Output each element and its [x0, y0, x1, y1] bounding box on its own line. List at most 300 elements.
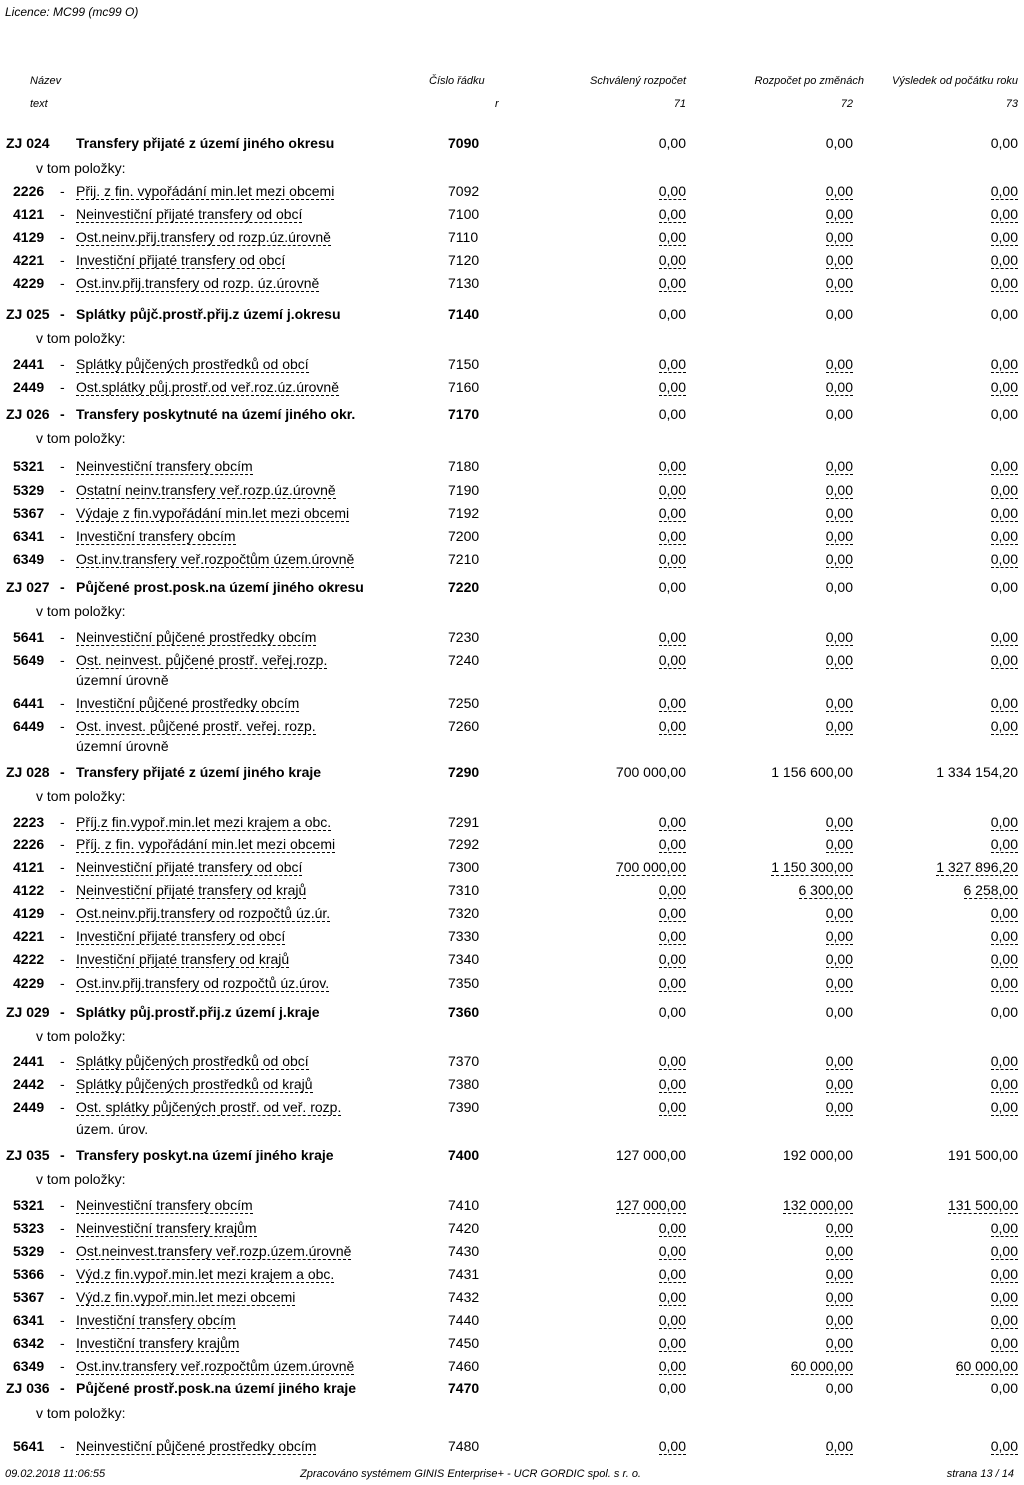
- row-name: Výdaje z fin.vypořádání min.let mezi obcemi: [76, 505, 350, 521]
- row-name: Ost.inv.transfery veř.rozpočtům územ.úrovně: [76, 551, 355, 567]
- row-code: 4121: [13, 859, 45, 875]
- value-approved: 127 000,00: [615, 1197, 686, 1213]
- row-name: Investiční transfery obcím: [76, 528, 236, 544]
- value-approved: 0,00: [658, 1243, 686, 1259]
- row-code: 6349: [13, 1358, 45, 1374]
- value-adjusted: 0,00: [825, 905, 853, 921]
- value-adjusted: 0,00: [825, 306, 853, 322]
- row-name: Investiční transfery obcím: [76, 1312, 236, 1328]
- row-name: Neinvestiční přijaté transfery od krajů: [76, 882, 307, 898]
- value-result: 0,00: [990, 1099, 1018, 1115]
- row-name: Neinvestiční půjčené prostředky obcím: [76, 1438, 317, 1454]
- row-dash: -: [60, 551, 65, 567]
- row-code: 5641: [13, 1438, 45, 1454]
- footer-timestamp: 09.02.2018 11:06:55: [5, 1468, 106, 1480]
- items-label: v tom položky:: [36, 160, 126, 176]
- value-adjusted: 0,00: [825, 1266, 853, 1282]
- row-number: 7420: [448, 1220, 480, 1236]
- value-result: 0,00: [990, 1289, 1018, 1305]
- row-name: Transfery přijaté z území jiného okresu: [76, 135, 335, 151]
- row-number: 7160: [448, 379, 480, 395]
- value-approved: 0,00: [658, 229, 686, 245]
- row-dash: -: [60, 1266, 65, 1282]
- value-result: 0,00: [990, 1004, 1018, 1020]
- value-result: 0,00: [990, 652, 1018, 668]
- row-number: 7340: [448, 951, 480, 967]
- value-approved: 0,00: [658, 482, 686, 498]
- row-code: 4121: [13, 206, 45, 222]
- value-result: 0,00: [990, 1243, 1018, 1259]
- value-result: 0,00: [990, 836, 1018, 852]
- row-dash: -: [60, 406, 65, 422]
- value-result: 0,00: [990, 928, 1018, 944]
- row-number: 7400: [448, 1147, 480, 1163]
- row-code: 4221: [13, 928, 45, 944]
- value-approved: 0,00: [658, 206, 686, 222]
- value-adjusted: 60 000,00: [790, 1358, 853, 1374]
- row-name: Neinvestiční transfery obcím: [76, 1197, 253, 1213]
- row-code: 4122: [13, 882, 45, 898]
- row-dash: -: [60, 1197, 65, 1213]
- row-number: 7090: [448, 135, 480, 151]
- row-code: ZJ 036: [6, 1380, 50, 1396]
- row-dash: -: [60, 859, 65, 875]
- row-dash: -: [60, 275, 65, 291]
- footer-system: Zpracováno systémem GINIS Enterprise+ - UCR GORDIC spol. s r. o.: [300, 1468, 641, 1480]
- row-dash: -: [60, 882, 65, 898]
- value-approved: 0,00: [658, 975, 686, 991]
- items-label: v tom položky:: [36, 788, 126, 804]
- items-label: v tom položky:: [36, 1171, 126, 1187]
- row-dash: -: [60, 718, 65, 734]
- value-result: 60 000,00: [955, 1358, 1018, 1374]
- value-approved: 0,00: [658, 836, 686, 852]
- row-number: 7140: [448, 306, 480, 322]
- row-code: 4129: [13, 229, 45, 245]
- value-adjusted: 0,00: [825, 836, 853, 852]
- row-number: 7350: [448, 975, 480, 991]
- value-result: 0,00: [990, 1312, 1018, 1328]
- row-code: 2226: [13, 183, 45, 199]
- items-label: v tom položky:: [36, 1405, 126, 1421]
- value-approved: 0,00: [658, 882, 686, 898]
- value-result: 0,00: [990, 1076, 1018, 1092]
- value-result: 0,00: [990, 229, 1018, 245]
- value-adjusted: 0,00: [825, 528, 853, 544]
- value-approved: 700 000,00: [615, 859, 686, 875]
- row-number: 7431: [448, 1266, 480, 1282]
- row-name: Neinvestiční přijaté transfery od obcí: [76, 859, 303, 875]
- value-result: 1 334 154,20: [936, 764, 1018, 780]
- value-approved: 0,00: [658, 252, 686, 268]
- value-result: 0,00: [990, 275, 1018, 291]
- value-result: 0,00: [990, 528, 1018, 544]
- row-code: 2223: [13, 814, 45, 830]
- value-approved: 0,00: [658, 379, 686, 395]
- value-approved: 0,00: [658, 183, 686, 199]
- value-approved: 0,00: [658, 1220, 686, 1236]
- value-approved: 0,00: [658, 275, 686, 291]
- row-name: Výd.z fin.vypoř.min.let mezi obcemi: [76, 1289, 296, 1305]
- row-name: Splátky půjčených prostředků od obcí: [76, 1053, 309, 1069]
- row-code: 5329: [13, 482, 45, 498]
- row-dash: -: [60, 579, 65, 595]
- value-approved: 0,00: [658, 629, 686, 645]
- row-number: 7480: [448, 1438, 480, 1454]
- row-number: 7170: [448, 406, 480, 422]
- row-number: 7330: [448, 928, 480, 944]
- value-approved: 0,00: [658, 1076, 686, 1092]
- value-adjusted: 0,00: [825, 379, 853, 395]
- value-adjusted: 0,00: [825, 406, 853, 422]
- row-code: 2449: [13, 1099, 45, 1115]
- value-adjusted: 0,00: [825, 458, 853, 474]
- row-code: ZJ 035: [6, 1147, 50, 1163]
- value-adjusted: 1 156 600,00: [771, 764, 853, 780]
- header-c71: 71: [673, 98, 686, 110]
- row-code: ZJ 025: [6, 306, 50, 322]
- value-adjusted: 0,00: [825, 206, 853, 222]
- value-approved: 0,00: [658, 356, 686, 372]
- row-code: 5366: [13, 1266, 45, 1282]
- row-number: 7230: [448, 629, 480, 645]
- row-code: ZJ 027: [6, 579, 50, 595]
- value-result: 0,00: [990, 975, 1018, 991]
- licence-label: Licence: MC99 (mc99 O): [5, 5, 139, 19]
- row-name: Neinvestiční transfery krajům: [76, 1220, 257, 1236]
- row-number: 7210: [448, 551, 480, 567]
- value-approved: 0,00: [658, 1380, 686, 1396]
- row-dash: -: [60, 695, 65, 711]
- value-approved: 0,00: [658, 306, 686, 322]
- header-schvaleny: Schválený rozpočet: [590, 75, 686, 87]
- value-adjusted: 0,00: [825, 1289, 853, 1305]
- row-number: 7250: [448, 695, 480, 711]
- value-approved: 0,00: [658, 406, 686, 422]
- row-name: Ost.neinvest.transfery veř.rozp.územ.úrovně: [76, 1243, 352, 1259]
- items-label: v tom položky:: [36, 603, 126, 619]
- value-adjusted: 0,00: [825, 814, 853, 830]
- value-result: 1 327 896,20: [936, 859, 1018, 875]
- value-adjusted: 0,00: [825, 1076, 853, 1092]
- value-result: 191 500,00: [947, 1147, 1018, 1163]
- row-name: Neinvestiční přijaté transfery od obcí: [76, 206, 303, 222]
- row-code: 5329: [13, 1243, 45, 1259]
- row-dash: -: [60, 379, 65, 395]
- row-name: Přij. z fin. vypořádání min.let mezi obcemi: [76, 183, 335, 199]
- row-dash: -: [60, 764, 65, 780]
- row-dash: -: [60, 1358, 65, 1374]
- row-code: 6342: [13, 1335, 45, 1351]
- row-name: Ost.inv.přij.transfery od rozpočtů úz.úrov.: [76, 975, 330, 991]
- row-number: 7370: [448, 1053, 480, 1069]
- row-code: 5321: [13, 1197, 45, 1213]
- row-code: 5367: [13, 505, 45, 521]
- row-number: 7192: [448, 505, 480, 521]
- value-adjusted: 0,00: [825, 1053, 853, 1069]
- value-adjusted: 1 150 300,00: [771, 859, 853, 875]
- value-approved: 0,00: [658, 951, 686, 967]
- value-approved: 0,00: [658, 505, 686, 521]
- value-adjusted: 0,00: [825, 652, 853, 668]
- row-code: 2441: [13, 356, 45, 372]
- value-result: 0,00: [990, 579, 1018, 595]
- header-rozpocet: Rozpočet po změnách: [754, 75, 864, 87]
- row-code: 6441: [13, 695, 45, 711]
- row-code: 2449: [13, 379, 45, 395]
- row-dash: -: [60, 629, 65, 645]
- value-adjusted: 0,00: [825, 135, 853, 151]
- row-dash: -: [60, 814, 65, 830]
- row-name-continuation: územ. úrov.: [76, 1121, 149, 1137]
- row-name: Příj.z fin.vypoř.min.let mezi krajem a obc.: [76, 814, 332, 830]
- value-adjusted: 0,00: [825, 1099, 853, 1115]
- row-code: 5367: [13, 1289, 45, 1305]
- value-approved: 0,00: [658, 1004, 686, 1020]
- row-dash: -: [60, 1380, 65, 1396]
- row-dash: -: [60, 356, 65, 372]
- row-name: Výd.z fin.vypoř.min.let mezi krajem a obc.: [76, 1266, 335, 1282]
- value-adjusted: 0,00: [825, 229, 853, 245]
- row-name: Investiční půjčené prostředky obcím: [76, 695, 300, 711]
- value-result: 0,00: [990, 1220, 1018, 1236]
- row-number: 7150: [448, 356, 480, 372]
- row-code: 5323: [13, 1220, 45, 1236]
- value-result: 0,00: [990, 1053, 1018, 1069]
- row-dash: -: [60, 183, 65, 199]
- row-code: 5321: [13, 458, 45, 474]
- row-dash: -: [60, 1147, 65, 1163]
- row-number: 7220: [448, 579, 480, 595]
- value-approved: 0,00: [658, 1266, 686, 1282]
- value-result: 0,00: [990, 406, 1018, 422]
- row-dash: -: [60, 1220, 65, 1236]
- value-result: 0,00: [990, 1380, 1018, 1396]
- value-approved: 0,00: [658, 528, 686, 544]
- row-code: 4229: [13, 975, 45, 991]
- row-number: 7290: [448, 764, 480, 780]
- value-approved: 127 000,00: [615, 1147, 686, 1163]
- row-number: 7380: [448, 1076, 480, 1092]
- value-result: 131 500,00: [947, 1197, 1018, 1213]
- value-adjusted: 0,00: [825, 629, 853, 645]
- row-name: Splátky půj.prostř.přij.z území j.kraje: [76, 1004, 320, 1020]
- row-dash: -: [60, 505, 65, 521]
- value-result: 0,00: [990, 458, 1018, 474]
- row-code: 4221: [13, 252, 45, 268]
- value-result: 0,00: [990, 135, 1018, 151]
- value-approved: 700 000,00: [615, 764, 686, 780]
- value-approved: 0,00: [658, 1312, 686, 1328]
- row-number: 7460: [448, 1358, 480, 1374]
- value-adjusted: 0,00: [825, 1004, 853, 1020]
- row-name: Investiční transfery krajům: [76, 1335, 240, 1351]
- items-label: v tom položky:: [36, 430, 126, 446]
- value-approved: 0,00: [658, 905, 686, 921]
- row-code: 5649: [13, 652, 45, 668]
- row-number: 7130: [448, 275, 480, 291]
- row-name: Ost. splátky půjčených prostř. od veř. rozp.: [76, 1099, 342, 1115]
- value-adjusted: 0,00: [825, 1335, 853, 1351]
- value-approved: 0,00: [658, 695, 686, 711]
- row-code: 6341: [13, 1312, 45, 1328]
- row-dash: -: [60, 1243, 65, 1259]
- row-dash: -: [60, 1289, 65, 1305]
- header-cislo: Číslo řádku: [429, 75, 485, 87]
- items-label: v tom položky:: [36, 330, 126, 346]
- header-vysledek: Výsledek od počátku roku: [892, 75, 1018, 87]
- value-adjusted: 0,00: [825, 928, 853, 944]
- row-number: 7190: [448, 482, 480, 498]
- value-adjusted: 0,00: [825, 1380, 853, 1396]
- value-adjusted: 0,00: [825, 579, 853, 595]
- row-number: 7470: [448, 1380, 480, 1396]
- row-number: 7110: [448, 229, 479, 245]
- row-dash: -: [60, 905, 65, 921]
- row-name: Půjčené prostř.posk.na území jiného kraje: [76, 1380, 357, 1396]
- row-code: ZJ 026: [6, 406, 50, 422]
- value-result: 0,00: [990, 1335, 1018, 1351]
- row-name: Ost.splátky půj.prostř.od veř.roz.úz.úrovně: [76, 379, 339, 395]
- row-dash: -: [60, 652, 65, 668]
- value-adjusted: 0,00: [825, 1312, 853, 1328]
- row-name: Splátky půjčených prostředků od krajů: [76, 1076, 313, 1092]
- row-number: 7100: [448, 206, 480, 222]
- row-number: 7390: [448, 1099, 480, 1115]
- value-approved: 0,00: [658, 718, 686, 734]
- row-name: Ostatní neinv.transfery veř.rozp.úz.úrovně: [76, 482, 336, 498]
- value-result: 0,00: [990, 629, 1018, 645]
- value-approved: 0,00: [658, 1438, 686, 1454]
- row-dash: -: [60, 252, 65, 268]
- row-name: Splátky půjčených prostředků od obcí: [76, 356, 309, 372]
- row-number: 7291: [448, 814, 480, 830]
- value-adjusted: 0,00: [825, 551, 853, 567]
- row-name-continuation: územní úrovně: [76, 738, 169, 754]
- row-dash: -: [60, 482, 65, 498]
- value-approved: 0,00: [658, 1053, 686, 1069]
- row-name: Splátky půjč.prostř.přij.z území j.okresu: [76, 306, 341, 322]
- value-approved: 0,00: [658, 1358, 686, 1374]
- value-approved: 0,00: [658, 579, 686, 595]
- value-adjusted: 0,00: [825, 1438, 853, 1454]
- value-adjusted: 0,00: [825, 975, 853, 991]
- row-name: Ost. neinvest. půjčené prostř. veřej.rozp.: [76, 652, 328, 668]
- header-r: r: [495, 98, 499, 110]
- value-result: 0,00: [990, 951, 1018, 967]
- header-nazev: Název: [30, 75, 62, 87]
- row-code: 2442: [13, 1076, 45, 1092]
- row-dash: -: [60, 1312, 65, 1328]
- row-code: 4229: [13, 275, 45, 291]
- row-code: 2226: [13, 836, 45, 852]
- value-result: 0,00: [990, 695, 1018, 711]
- row-dash: -: [60, 1099, 65, 1115]
- row-code: 4129: [13, 905, 45, 921]
- value-adjusted: 0,00: [825, 718, 853, 734]
- items-label: v tom položky:: [36, 1028, 126, 1044]
- row-number: 7240: [448, 652, 480, 668]
- row-dash: -: [60, 206, 65, 222]
- value-approved: 0,00: [658, 928, 686, 944]
- row-name: Neinvestiční půjčené prostředky obcím: [76, 629, 317, 645]
- value-approved: 0,00: [658, 551, 686, 567]
- row-code: ZJ 024: [6, 135, 50, 151]
- footer-page: strana 13 / 14: [946, 1468, 1014, 1480]
- row-number: 7300: [448, 859, 480, 875]
- row-name: Transfery poskytnuté na území jiného okr.: [76, 406, 356, 422]
- value-approved: 0,00: [658, 458, 686, 474]
- header-c73: 73: [1005, 98, 1018, 110]
- value-result: 0,00: [990, 505, 1018, 521]
- row-name: Neinvestiční transfery obcím: [76, 458, 253, 474]
- row-name: Investiční přijaté transfery od krajů: [76, 951, 290, 967]
- value-adjusted: 0,00: [825, 275, 853, 291]
- row-code: 6449: [13, 718, 45, 734]
- value-adjusted: 192 000,00: [782, 1147, 853, 1163]
- value-adjusted: 0,00: [825, 505, 853, 521]
- value-result: 0,00: [990, 905, 1018, 921]
- row-number: 7092: [448, 183, 480, 199]
- row-number: 7432: [448, 1289, 480, 1305]
- row-name: Ost.inv.přij.transfery od rozp. úz.úrovně: [76, 275, 320, 291]
- row-number: 7310: [448, 882, 480, 898]
- value-approved: 0,00: [658, 652, 686, 668]
- row-number: 7320: [448, 905, 480, 921]
- row-number: 7360: [448, 1004, 480, 1020]
- value-adjusted: 0,00: [825, 482, 853, 498]
- row-name: Ost.neinv.přij.transfery od rozp.úz.úrovně: [76, 229, 331, 245]
- row-number: 7292: [448, 836, 480, 852]
- header-text: text: [30, 98, 48, 110]
- row-dash: -: [60, 1438, 65, 1454]
- value-result: 0,00: [990, 252, 1018, 268]
- value-result: 0,00: [990, 814, 1018, 830]
- value-result: 0,00: [990, 379, 1018, 395]
- row-name: Ost.inv.transfery veř.rozpočtům územ.úrovně: [76, 1358, 355, 1374]
- value-result: 0,00: [990, 482, 1018, 498]
- row-code: 2441: [13, 1053, 45, 1069]
- value-approved: 0,00: [658, 135, 686, 151]
- value-result: 0,00: [990, 551, 1018, 567]
- row-dash: -: [60, 458, 65, 474]
- row-dash: -: [60, 975, 65, 991]
- value-adjusted: 0,00: [825, 252, 853, 268]
- value-adjusted: 0,00: [825, 695, 853, 711]
- value-result: 0,00: [990, 1266, 1018, 1282]
- value-result: 0,00: [990, 183, 1018, 199]
- value-approved: 0,00: [658, 814, 686, 830]
- row-name: Investiční přijaté transfery od obcí: [76, 252, 286, 268]
- row-dash: -: [60, 951, 65, 967]
- value-adjusted: 0,00: [825, 183, 853, 199]
- row-code: 5641: [13, 629, 45, 645]
- row-name: Půjčené prost.posk.na území jiného okresu: [76, 579, 364, 595]
- row-dash: -: [60, 1076, 65, 1092]
- row-dash: -: [60, 928, 65, 944]
- row-dash: -: [60, 836, 65, 852]
- row-number: 7200: [448, 528, 480, 544]
- row-number: 7260: [448, 718, 480, 734]
- row-dash: -: [60, 1335, 65, 1351]
- row-number: 7440: [448, 1312, 480, 1328]
- value-result: 0,00: [990, 356, 1018, 372]
- row-dash: -: [60, 306, 65, 322]
- value-adjusted: 6 300,00: [798, 882, 853, 898]
- value-result: 6 258,00: [963, 882, 1018, 898]
- row-dash: -: [60, 528, 65, 544]
- value-adjusted: 0,00: [825, 356, 853, 372]
